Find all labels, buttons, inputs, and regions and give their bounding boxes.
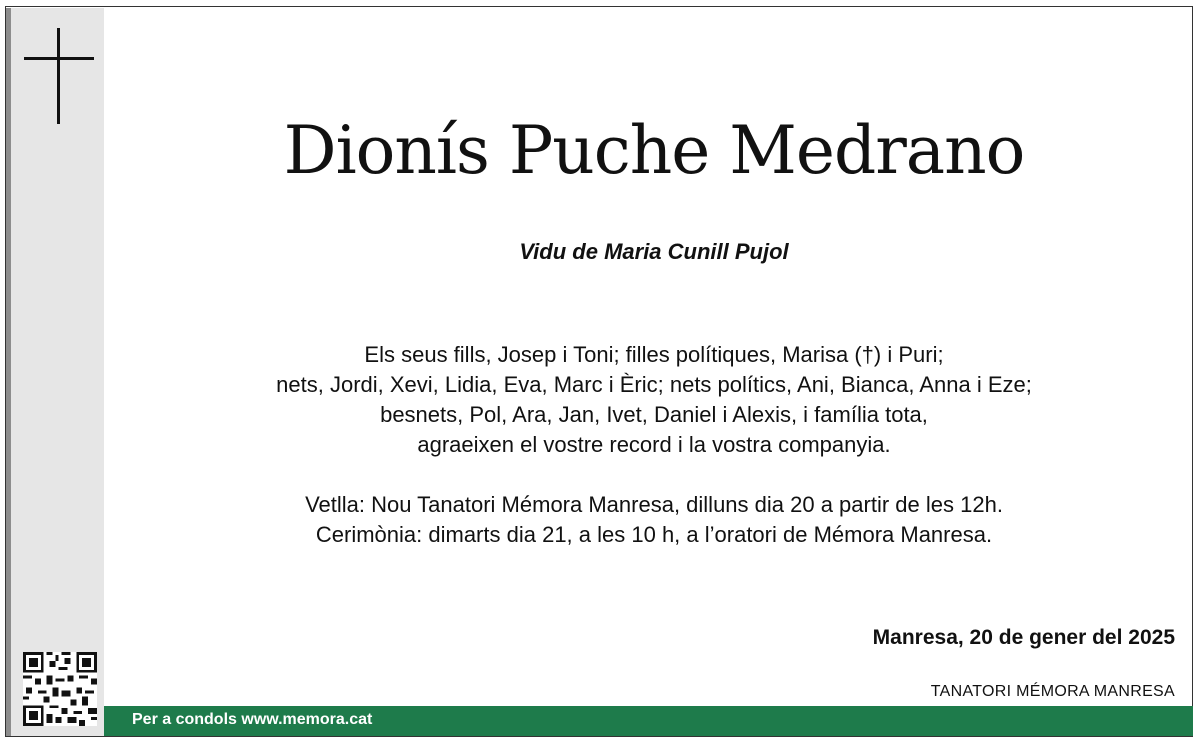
funeral-home-name: TANATORI MÉMORA MANRESA xyxy=(930,683,1175,700)
qr-code-icon[interactable] xyxy=(23,652,97,726)
family-line: nets, Jordi, Xevi, Lidia, Eva, Marc i Èric; nets polítics, Ani, Bianca, Anna i Eze; xyxy=(276,372,1032,397)
announcement-body xyxy=(104,340,1200,550)
deceased-name: Dionís Puche Medrano xyxy=(283,112,1025,189)
vigil-line: Vetlla: Nou Tanatori Mémora Manresa, dilluns dia 20 a partir de les 12h. xyxy=(305,492,1003,517)
family-line: besnets, Pol, Ara, Jan, Ivet, Daniel i Alexis, i família tota, xyxy=(380,402,928,427)
relation-line: Vidu de Maria Cunill Pujol xyxy=(519,239,789,264)
ceremony-line: Cerimònia: dimarts dia 21, a les 10 h, a l’oratori de Mémora Manresa. xyxy=(315,522,993,547)
family-line: agraeixen el vostre record i la vostra companyia. xyxy=(417,432,891,457)
condolences-link[interactable]: Per a condols www.memora.cat xyxy=(132,711,373,728)
cross-icon xyxy=(24,28,94,124)
footer-bar xyxy=(104,706,1193,736)
place-date: Manresa, 20 de gener del 2025 xyxy=(872,626,1175,649)
family-line: Els seus fills, Josep i Toni; filles polítiques, Marisa (†) i Puri; xyxy=(364,342,944,367)
